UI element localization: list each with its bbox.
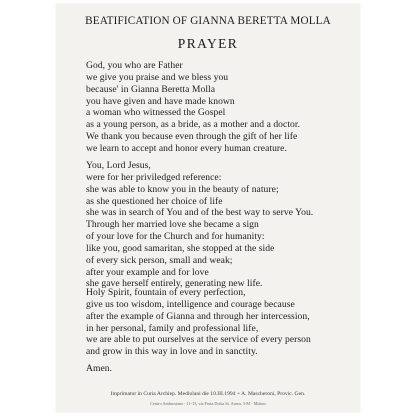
prayer-line: as a young person, as a bride, as a mother and a doctor. [86, 119, 301, 131]
prayer-line: were for her priviledged reference: [86, 171, 222, 183]
prayer-stanza-father [86, 60, 356, 155]
prayer-line: you have given and have made known [86, 95, 235, 107]
prayer-line: God, you who are Father [86, 60, 183, 71]
prayer-line: Amen. [86, 363, 113, 374]
prayer-line: and grow in this way in love and in sanctity. [86, 346, 258, 358]
prayer-line: after your example and for love [86, 266, 209, 278]
prayer-line: You, Lord Jesus, [86, 160, 151, 171]
prayer-line: we learn to accept and honor every human creature. [86, 142, 287, 154]
prayer-line: like you, good samaritan, she stopped at the side [86, 242, 275, 254]
prayer-line: Holy Spirit, fountain of every perfection, [86, 287, 246, 298]
prayer-stanza-son [86, 160, 356, 290]
card-title: BEATIFICATION OF GIANNA BERETTA MOLLA [85, 15, 331, 27]
imprimatur-note: Imprimatur in Curia Archiep. Mediolani die 10.III.1994 + A. Mascheroni, Provic. Gen. [110, 391, 306, 397]
publisher-note: Centro Ambrosiano - 11-13, via Porta Dritta St. Aurea, 3-M - Milano [150, 401, 266, 406]
prayer-line: she was in search of You and of the best way to serve You. [86, 207, 314, 219]
prayer-line: Through her married love she became a sign [86, 219, 259, 231]
prayer-stanza-amen [86, 363, 356, 375]
prayer-line: of every sick person, small and weak; [86, 254, 233, 266]
prayer-line: she was able to know you in the beauty of nature; [86, 183, 279, 195]
prayer-line: We thank you because even through the gift of her life [86, 131, 298, 143]
prayer-line: in her personal, family and professional life, [86, 322, 259, 334]
prayer-line: of your love for the Church and for humanity: [86, 231, 265, 243]
prayer-line: we are able to put ourselves at the service of every person [86, 334, 311, 346]
prayer-line: she gave herself entirely, generating new life. [86, 278, 263, 290]
prayer-line: as she questioned her choice of life [86, 195, 223, 207]
prayer-line: because' in Gianna Beretta Molla [86, 83, 216, 95]
prayer-line: we give you praise and we bless you [86, 71, 229, 83]
prayer-card [56, 4, 360, 412]
card-subtitle: PRAYER [177, 36, 239, 51]
prayer-line: a woman who witnessed the Gospel [86, 107, 226, 119]
prayer-line: after the example of Gianna and through her intercession, [86, 310, 310, 322]
prayer-stanza-spirit [86, 287, 356, 358]
prayer-line: give us too wisdom, intelligence and courage because [86, 298, 295, 310]
